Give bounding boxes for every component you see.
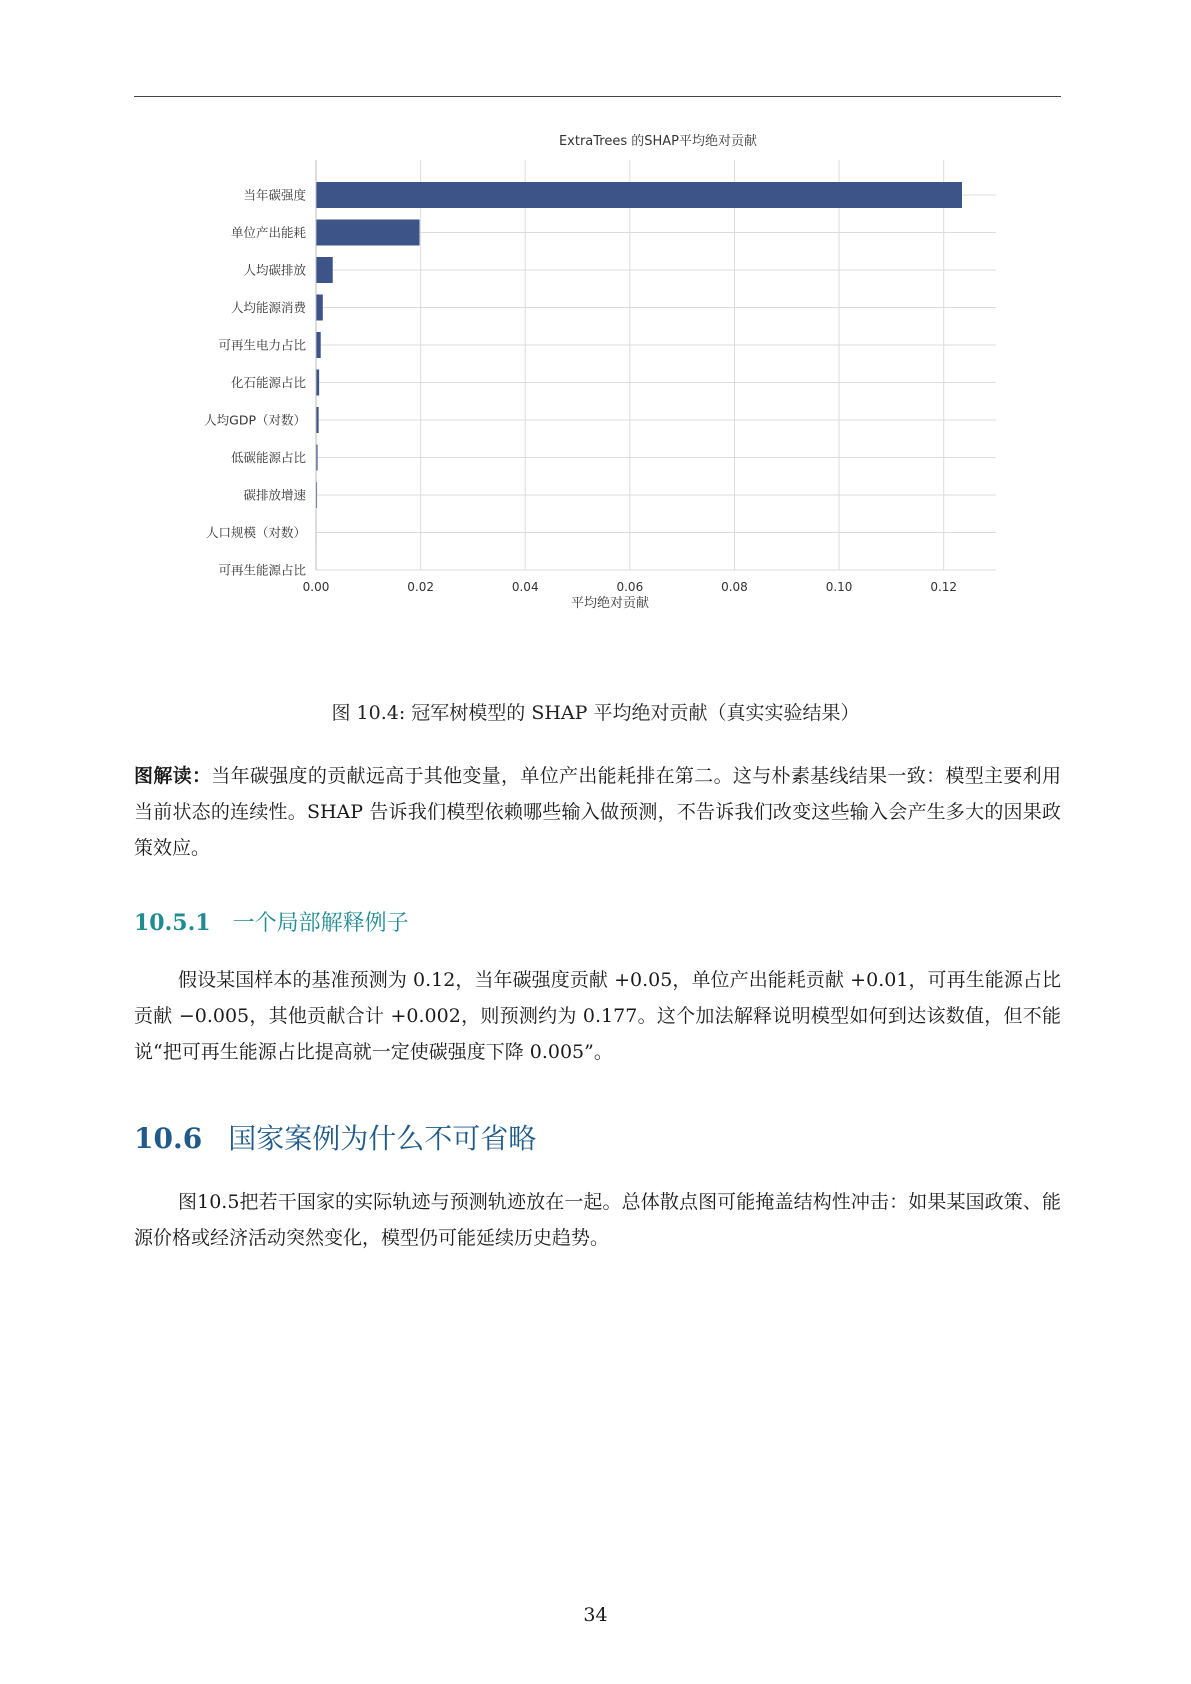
category-label: 当年碳强度	[243, 187, 306, 203]
category-label: 化石能源占比	[230, 375, 306, 390]
figure-caption: 图 10.4: 冠军树模型的 SHAP 平均绝对贡献（真实实验结果）	[331, 702, 860, 724]
x-tick-label: 0.08	[721, 580, 748, 594]
header-rule	[134, 96, 1061, 97]
interpretation-label: 图解读：	[134, 765, 212, 787]
category-label: 低碳能源占比	[230, 450, 306, 465]
interpretation-text: 当年碳强度的贡献远高于其他变量，单位产出能耗排在第二。这与朴素基线结果一致：模型主要利用当前状态的连续性。SHAP 告诉我们模型依赖哪些输入做预测，不告诉我们改变这些输入会产生多大的因果政策效应。	[134, 765, 1061, 859]
category-label: 人口规模（对数）	[205, 525, 306, 540]
subsection-paragraph: 假设某国样本的基准预测为 0.12，当年碳强度贡献 +0.05，单位产出能耗贡献 +0.01，可再生能源占比贡献 −0.005，其他贡献合计 +0.002，则预测约为 0.177。这个加法解释说明模型如何到达该数值，但不能说“把可再生能源占比提高就一定使碳强度下降 0.005”。	[134, 969, 1061, 1063]
subsection-title: 一个局部解释例子	[232, 911, 409, 936]
x-tick-label: 0.00	[302, 580, 330, 594]
bar	[316, 295, 323, 321]
bar	[316, 257, 333, 283]
x-tick-label: 0.10	[825, 580, 853, 594]
section-paragraph: 图10.5把若干国家的实际轨迹与预测轨迹放在一起。总体散点图可能掩盖结构性冲击：如果某国政策、能源价格或经济活动突然变化，模型仍可能延续历史趋势。	[134, 1191, 1061, 1249]
category-label: 碳排放增速	[243, 487, 306, 503]
bar	[316, 220, 420, 246]
shap-bar-chart	[170, 130, 1020, 670]
x-tick-label: 0.06	[616, 580, 644, 594]
category-label: 人均GDP（对数）	[204, 412, 306, 428]
x-tick-label: 0.12	[930, 580, 958, 594]
bar	[316, 182, 962, 208]
section-number: 10.6	[134, 1122, 203, 1155]
chart-x-axis-label: 平均绝对贡献	[570, 596, 650, 611]
chart-svg	[170, 130, 1020, 670]
category-label: 可再生能源占比	[218, 562, 306, 578]
category-label: 人均能源消费	[230, 300, 306, 315]
section-heading	[134, 1117, 536, 1157]
page-number: 34	[583, 1604, 608, 1626]
category-label: 人均碳排放	[243, 262, 306, 278]
x-tick-label: 0.02	[407, 580, 434, 594]
section-title: 国家案例为什么不可省略	[228, 1122, 537, 1155]
chart-title: ExtraTrees 的SHAP平均绝对贡献	[558, 134, 758, 149]
bar	[316, 332, 321, 358]
subsection-heading	[134, 906, 409, 937]
category-label: 可再生电力占比	[218, 337, 306, 353]
interpretation-paragraph	[134, 758, 1061, 866]
x-tick-label: 0.04	[511, 580, 539, 594]
category-label: 单位产出能耗	[230, 225, 306, 240]
chart-category-labels	[204, 188, 306, 578]
subsection-number: 10.5.1	[134, 910, 211, 936]
chart-bars	[316, 182, 962, 546]
chart-x-ticks	[303, 580, 957, 594]
